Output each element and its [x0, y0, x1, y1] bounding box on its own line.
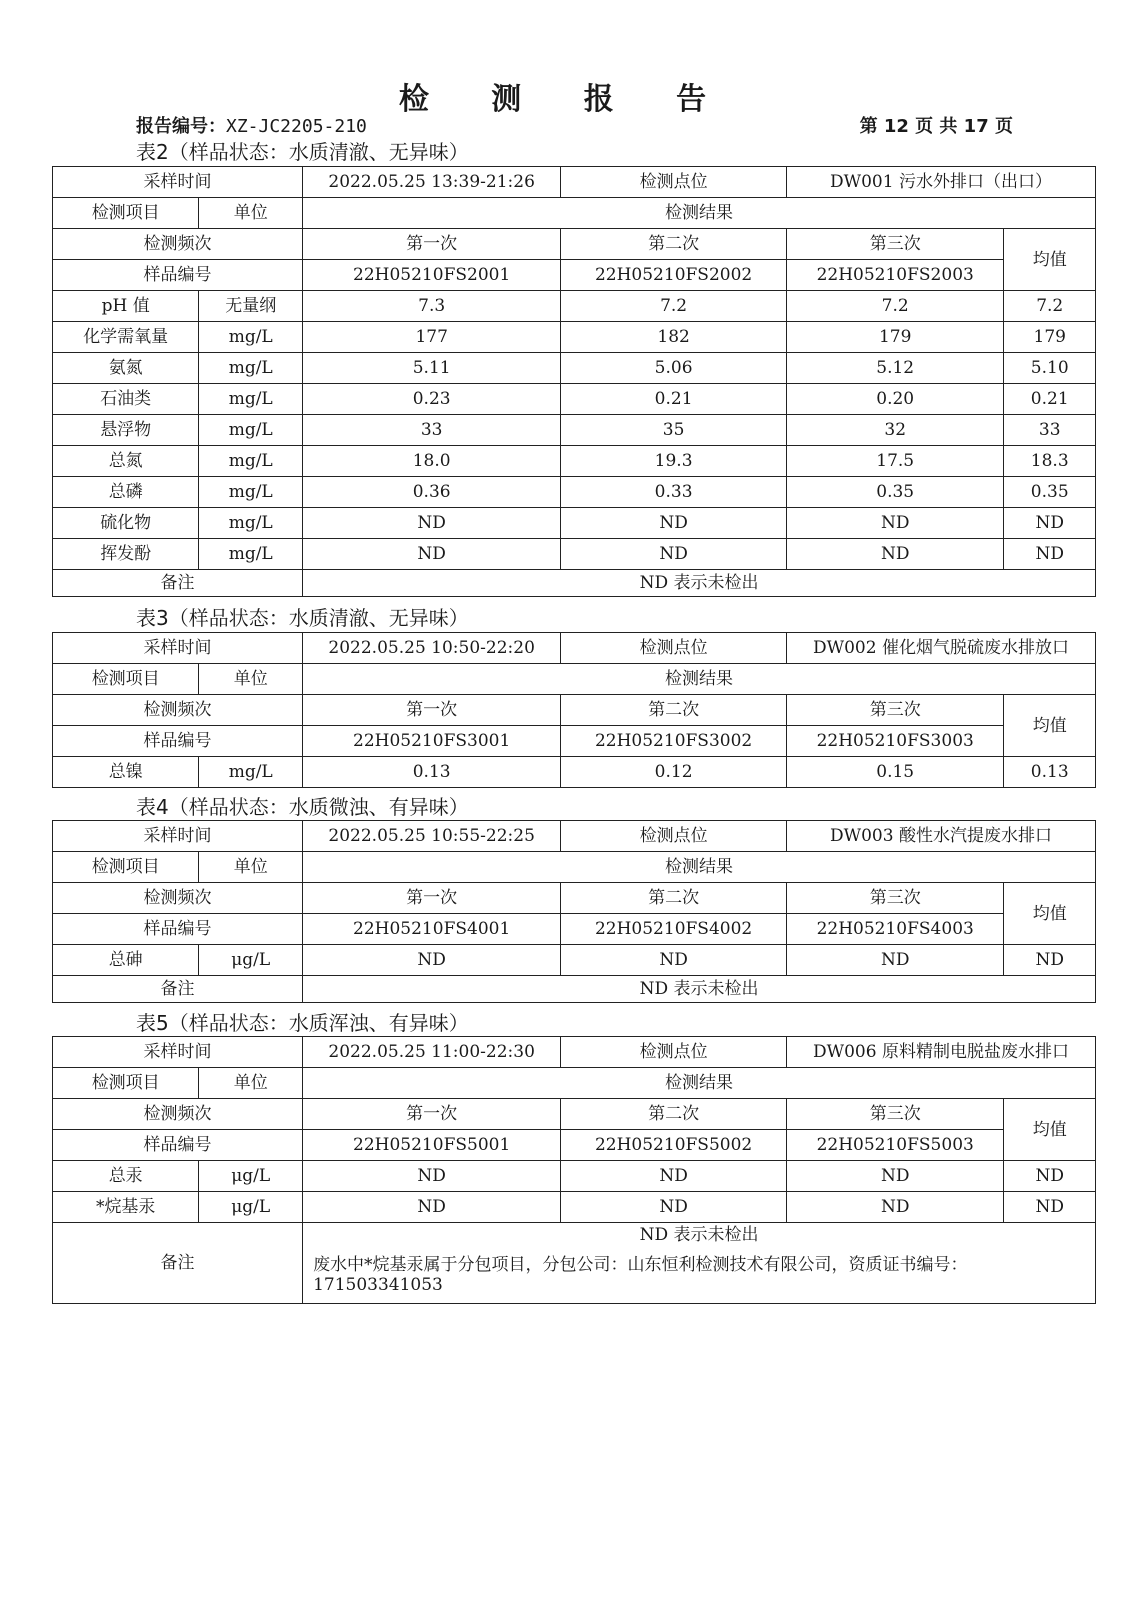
data-row: [53, 477, 1096, 508]
table-caption: 表2（样品状态：水质清澈、无异味）: [136, 140, 469, 164]
result-value: 0.20: [786, 384, 1004, 415]
data-row: [53, 945, 1096, 976]
data-row: [53, 446, 1096, 477]
item-name: pH 值: [53, 291, 199, 322]
point-value: DW006 原料精制电脱盐废水排口: [786, 1037, 1095, 1068]
remark-label: 备注: [53, 976, 303, 1003]
remark-text: ND 表示未检出: [303, 976, 1096, 1003]
avg-value: 179: [1004, 322, 1096, 353]
sample-no-label: 样品编号: [53, 914, 303, 945]
sample-row: [53, 726, 1096, 757]
data-row: [53, 353, 1096, 384]
meta-row: [53, 633, 1096, 664]
header-row: [53, 198, 1096, 229]
sample-no: 22H05210FS2002: [561, 260, 787, 291]
item-name: 化学需氧量: [53, 322, 199, 353]
result-value: 0.21: [561, 384, 787, 415]
item-unit: 无量纲: [199, 291, 303, 322]
sample-no: 22H05210FS5003: [786, 1130, 1004, 1161]
sample-no: 22H05210FS3001: [303, 726, 561, 757]
result-value: ND: [303, 1161, 561, 1192]
item-name: 总磷: [53, 477, 199, 508]
sample-no: 22H05210FS3003: [786, 726, 1004, 757]
avg-value: 0.35: [1004, 477, 1096, 508]
result-header: 检测结果: [303, 1068, 1096, 1099]
result-header: 检测结果: [303, 198, 1096, 229]
item-header: 检测项目: [53, 1068, 199, 1099]
result-value: ND: [786, 1161, 1004, 1192]
avg-header: 均值: [1004, 883, 1096, 945]
result-value: ND: [561, 1161, 787, 1192]
sample-time-label: 采样时间: [53, 633, 303, 664]
result-value: 17.5: [786, 446, 1004, 477]
data-row: [53, 508, 1096, 539]
result-value: 177: [303, 322, 561, 353]
table-caption: 表4（样品状态：水质微浊、有异味）: [136, 795, 469, 819]
table-caption: 表3（样品状态：水质清澈、无异味）: [136, 606, 469, 630]
sample-no: 22H05210FS3002: [561, 726, 787, 757]
result-value: 5.12: [786, 353, 1004, 384]
sample-no: 22H05210FS5002: [561, 1130, 787, 1161]
result-value: 0.36: [303, 477, 561, 508]
result-value: 5.11: [303, 353, 561, 384]
result-value: ND: [303, 1192, 561, 1223]
sample-no: 22H05210FS5001: [303, 1130, 561, 1161]
freq-label: 检测频次: [53, 695, 303, 726]
report-title: 检 测 报 告: [398, 82, 733, 117]
sample-time-label: 采样时间: [53, 821, 303, 852]
result-value: 179: [786, 322, 1004, 353]
result-value: ND: [303, 508, 561, 539]
meta-row: [53, 821, 1096, 852]
item-name: 悬浮物: [53, 415, 199, 446]
meta-row: [53, 167, 1096, 198]
sample-row: [53, 1130, 1096, 1161]
remark-text: 废水中*烷基汞属于分包项目，分包公司：山东恒利检测技术有限公司，资质证书编号：171503341053: [303, 1247, 1096, 1304]
item-unit: mg/L: [199, 757, 303, 788]
sample-time-value: 2022.05.25 10:55-22:25: [303, 821, 561, 852]
result-value: 0.33: [561, 477, 787, 508]
run-header: 第二次: [561, 883, 787, 914]
result-value: ND: [561, 945, 787, 976]
remark-text: ND 表示未检出: [303, 570, 1096, 597]
item-unit: mg/L: [199, 384, 303, 415]
result-value: 182: [561, 322, 787, 353]
sample-row: [53, 914, 1096, 945]
data-row: [53, 415, 1096, 446]
item-name: 石油类: [53, 384, 199, 415]
result-value: ND: [786, 945, 1004, 976]
sample-no: 22H05210FS4002: [561, 914, 787, 945]
item-unit: mg/L: [199, 415, 303, 446]
result-value: ND: [786, 1192, 1004, 1223]
sample-no: 22H05210FS4003: [786, 914, 1004, 945]
avg-value: 5.10: [1004, 353, 1096, 384]
result-value: 0.23: [303, 384, 561, 415]
result-value: 18.0: [303, 446, 561, 477]
header-row: [53, 852, 1096, 883]
point-value: DW003 酸性水汽提废水排口: [786, 821, 1095, 852]
data-row: [53, 1192, 1096, 1223]
item-header: 检测项目: [53, 664, 199, 695]
unit-header: 单位: [199, 664, 303, 695]
point-label: 检测点位: [561, 821, 787, 852]
avg-value: ND: [1004, 539, 1096, 570]
point-label: 检测点位: [561, 167, 787, 198]
item-name: *烷基汞: [53, 1192, 199, 1223]
data-row: [53, 757, 1096, 788]
sample-time-value: 2022.05.25 11:00-22:30: [303, 1037, 561, 1068]
result-value: 32: [786, 415, 1004, 446]
data-row: [53, 539, 1096, 570]
result-value: 7.2: [786, 291, 1004, 322]
item-header: 检测项目: [53, 852, 199, 883]
result-value: ND: [786, 539, 1004, 570]
table-caption: 表5（样品状态：水质浑浊、有异味）: [136, 1011, 469, 1035]
result-value: 0.13: [303, 757, 561, 788]
item-unit: mg/L: [199, 353, 303, 384]
item-unit: μg/L: [199, 1192, 303, 1223]
freq-label: 检测频次: [53, 1099, 303, 1130]
freq-label: 检测频次: [53, 229, 303, 260]
result-table: [52, 632, 1096, 788]
result-value: ND: [561, 508, 787, 539]
item-name: 总汞: [53, 1161, 199, 1192]
freq-row: [53, 883, 1096, 914]
result-table: [52, 166, 1096, 597]
remark-text: ND 表示未检出: [303, 1223, 1096, 1248]
item-name: 挥发酚: [53, 539, 199, 570]
result-header: 检测结果: [303, 852, 1096, 883]
item-name: 总砷: [53, 945, 199, 976]
sample-no: 22H05210FS4001: [303, 914, 561, 945]
result-value: 19.3: [561, 446, 787, 477]
avg-header: 均值: [1004, 695, 1096, 757]
avg-value: 33: [1004, 415, 1096, 446]
report-number-label: 报告编号：: [136, 116, 226, 137]
meta-row: [53, 1037, 1096, 1068]
item-unit: mg/L: [199, 446, 303, 477]
freq-row: [53, 229, 1096, 260]
item-name: 总镍: [53, 757, 199, 788]
avg-value: 0.21: [1004, 384, 1096, 415]
run-header: 第三次: [786, 695, 1004, 726]
result-value: 5.06: [561, 353, 787, 384]
data-row: [53, 291, 1096, 322]
result-value: ND: [303, 945, 561, 976]
result-table: [52, 820, 1096, 1003]
unit-header: 单位: [199, 1068, 303, 1099]
result-value: ND: [786, 508, 1004, 539]
result-value: ND: [561, 1192, 787, 1223]
result-value: 7.2: [561, 291, 787, 322]
page-info: 第 12 页 共 17 页: [859, 116, 1013, 137]
sample-time-value: 2022.05.25 13:39-21:26: [303, 167, 561, 198]
freq-label: 检测频次: [53, 883, 303, 914]
run-header: 第一次: [303, 229, 561, 260]
remark-row: [53, 570, 1096, 597]
result-value: ND: [303, 539, 561, 570]
sample-time-label: 采样时间: [53, 167, 303, 198]
sample-no-label: 样品编号: [53, 1130, 303, 1161]
result-value: 0.35: [786, 477, 1004, 508]
avg-value: ND: [1004, 945, 1096, 976]
sample-row: [53, 260, 1096, 291]
report-number: [136, 112, 367, 138]
avg-value: ND: [1004, 508, 1096, 539]
run-header: 第一次: [303, 883, 561, 914]
avg-header: 均值: [1004, 1099, 1096, 1161]
freq-row: [53, 1099, 1096, 1130]
data-row: [53, 322, 1096, 353]
item-unit: mg/L: [199, 477, 303, 508]
avg-header: 均值: [1004, 229, 1096, 291]
result-value: 0.12: [561, 757, 787, 788]
sample-no: 22H05210FS2001: [303, 260, 561, 291]
data-row: [53, 384, 1096, 415]
avg-value: ND: [1004, 1161, 1096, 1192]
avg-value: ND: [1004, 1192, 1096, 1223]
sample-time-label: 采样时间: [53, 1037, 303, 1068]
item-header: 检测项目: [53, 198, 199, 229]
result-value: 33: [303, 415, 561, 446]
result-value: 0.15: [786, 757, 1004, 788]
run-header: 第二次: [561, 1099, 787, 1130]
remark-label: 备注: [53, 1223, 303, 1304]
result-value: 35: [561, 415, 787, 446]
unit-header: 单位: [199, 852, 303, 883]
run-header: 第三次: [786, 229, 1004, 260]
result-value: ND: [561, 539, 787, 570]
point-label: 检测点位: [561, 633, 787, 664]
remark-row: [53, 976, 1096, 1003]
data-row: [53, 1161, 1096, 1192]
run-header: 第二次: [561, 229, 787, 260]
run-header: 第三次: [786, 1099, 1004, 1130]
item-unit: mg/L: [199, 539, 303, 570]
run-header: 第三次: [786, 883, 1004, 914]
item-name: 硫化物: [53, 508, 199, 539]
sample-no-label: 样品编号: [53, 726, 303, 757]
point-label: 检测点位: [561, 1037, 787, 1068]
run-header: 第一次: [303, 1099, 561, 1130]
avg-value: 7.2: [1004, 291, 1096, 322]
item-unit: μg/L: [199, 945, 303, 976]
header-row: [53, 1068, 1096, 1099]
avg-value: 0.13: [1004, 757, 1096, 788]
item-unit: mg/L: [199, 508, 303, 539]
point-value: DW001 污水外排口（出口）: [786, 167, 1095, 198]
remark-label: 备注: [53, 570, 303, 597]
remark-row: [53, 1223, 1096, 1248]
avg-value: 18.3: [1004, 446, 1096, 477]
sample-time-value: 2022.05.25 10:50-22:20: [303, 633, 561, 664]
result-header: 检测结果: [303, 664, 1096, 695]
result-value: 7.3: [303, 291, 561, 322]
item-name: 总氮: [53, 446, 199, 477]
item-name: 氨氮: [53, 353, 199, 384]
header-row: [53, 664, 1096, 695]
sample-no-label: 样品编号: [53, 260, 303, 291]
run-header: 第二次: [561, 695, 787, 726]
freq-row: [53, 695, 1096, 726]
item-unit: μg/L: [199, 1161, 303, 1192]
result-table: [52, 1036, 1096, 1304]
run-header: 第一次: [303, 695, 561, 726]
point-value: DW002 催化烟气脱硫废水排放口: [786, 633, 1095, 664]
unit-header: 单位: [199, 198, 303, 229]
item-unit: mg/L: [199, 322, 303, 353]
sample-no: 22H05210FS2003: [786, 260, 1004, 291]
report-number-value: XZ-JC2205-210: [226, 116, 367, 137]
